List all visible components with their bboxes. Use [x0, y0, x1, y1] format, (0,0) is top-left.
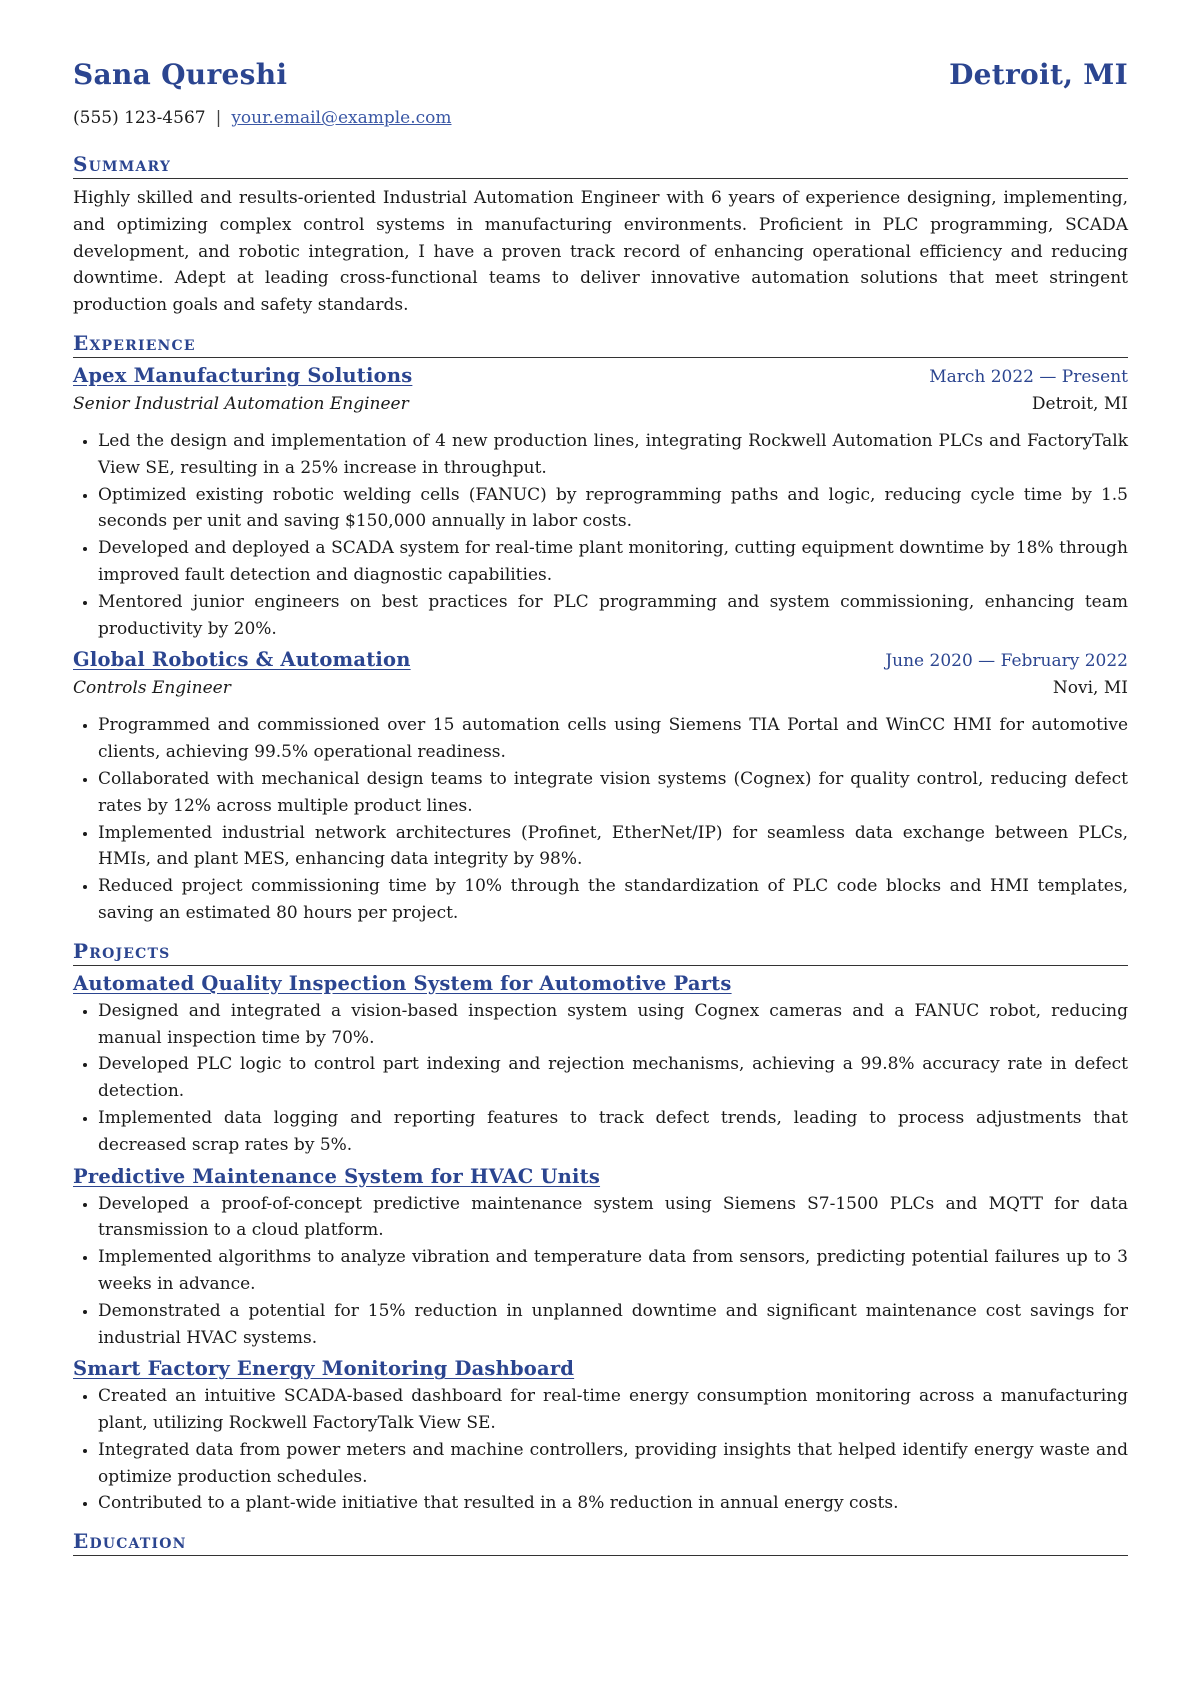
section-title-experience: Experience	[73, 331, 1128, 358]
bullet-item: • Designed and integrated a vision-based inspection system using Cognex cameras and a FANUC robot, reducing manual inspection time by 70%.	[98, 998, 1128, 1052]
bullet-item: • Optimized existing robotic welding cells (FANUC) by reprogramming paths and logic, reducing cycle time by 1.5 seconds per unit and saving $150,000 annually in labor costs.	[98, 482, 1128, 536]
bullet-item: • Implemented data logging and reporting features to track defect trends, leading to process adjustments that decreased scrap rates by 5%.	[98, 1105, 1128, 1159]
bullet-item: • Programmed and commissioned over 15 automation cells using Siemens TIA Portal and WinCC HMI for automotive clients, achieving 99.5% operational readiness.	[98, 712, 1128, 766]
section-title-projects: Projects	[73, 939, 1128, 966]
project-entry	[73, 1357, 1128, 1517]
project-title[interactable]: Smart Factory Energy Monitoring Dashboard	[73, 1357, 575, 1381]
project-bullets	[73, 1191, 1128, 1352]
bullet-item: • Contributed to a plant-wide initiative that resulted in a 8% reduction in annual energy costs.	[98, 1490, 1128, 1517]
section-title-summary: Summary	[73, 152, 1128, 179]
project-bullets	[73, 1383, 1128, 1517]
contact-separator: |	[215, 108, 222, 128]
bullet-item: • Created an intuitive SCADA-based dashboard for real-time energy consumption monitoring across a manufacturing plant, utilizing Rockwell FactoryTalk View SE.	[98, 1383, 1128, 1437]
project-bullets	[73, 998, 1128, 1159]
project-entry	[73, 972, 1128, 1159]
bullet-item: • Mentored junior engineers on best practices for PLC programming and system commissioning, enhancing team productivity by 20%.	[98, 589, 1128, 643]
project-title[interactable]: Predictive Maintenance System for HVAC Units	[73, 1164, 601, 1188]
job-title: Controls Engineer	[73, 678, 231, 699]
bullet-item: • Integrated data from power meters and machine controllers, providing insights that helped identify energy waste and optimize production schedules.	[98, 1437, 1128, 1491]
summary-text: Highly skilled and results-oriented Industrial Automation Engineer with 6 years of experience designing, implementing, and optimizing complex control systems in manufacturing environments. Proficient in PLC programming, SCADA development, and robotic integration, I have a proven track record of enhancing operational efficiency and reducing downtime. Adept at leading cross-functional teams to deliver innovative automation solutions that meet stringent production goals and safety standards.	[73, 188, 1128, 316]
resume-header	[73, 58, 1128, 102]
summary-section	[73, 152, 1128, 319]
phone-number: (555) 123-4567	[73, 108, 206, 128]
projects-section	[73, 939, 1128, 1518]
job-company[interactable]: Global Robotics & Automation	[73, 648, 411, 672]
email-link[interactable]: your.email@example.com	[231, 108, 452, 128]
job-bullets	[73, 712, 1128, 926]
bullet-item: • Collaborated with mechanical design teams to integrate vision systems (Cognex) for quality control, reducing defect rates by 12% across multiple product lines.	[98, 766, 1128, 820]
bullet-item: • Developed PLC logic to control part indexing and rejection mechanisms, achieving a 99.8% accuracy rate in defect detection.	[98, 1051, 1128, 1105]
candidate-location: Detroit, MI	[949, 58, 1128, 91]
project-title[interactable]: Automated Quality Inspection System for Automotive Parts	[73, 971, 732, 995]
job-location: Detroit, MI	[1031, 393, 1128, 414]
job-dates: June 2020 — February 2022	[885, 651, 1128, 672]
bullet-item: • Led the design and implementation of 4 new production lines, integrating Rockwell Automation PLCs and FactoryTalk View SE, resulting in a 25% increase in throughput.	[98, 428, 1128, 482]
bullet-item: • Demonstrated a potential for 15% reduction in unplanned downtime and significant maintenance cost savings for industrial HVAC systems.	[98, 1298, 1128, 1352]
job-location: Novi, MI	[1052, 678, 1128, 699]
project-entry	[73, 1165, 1128, 1352]
education-section	[73, 1529, 1128, 1556]
job-company[interactable]: Apex Manufacturing Solutions	[73, 363, 413, 387]
candidate-name: Sana Qureshi	[73, 58, 288, 91]
resume-page	[73, 58, 1128, 1556]
job-entry	[73, 648, 1128, 926]
bullet-item: • Implemented industrial network architectures (Profinet, EtherNet/IP) for seamless data exchange between PLCs, HMIs, and plant MES, enhancing data integrity by 98%.	[98, 820, 1128, 874]
experience-section	[73, 331, 1128, 927]
bullet-item: • Reduced project commissioning time by 10% through the standardization of PLC code blocks and HMI templates, saving an estimated 80 hours per project.	[98, 873, 1128, 927]
job-entry	[73, 364, 1128, 642]
bullet-item: • Implemented algorithms to analyze vibration and temperature data from sensors, predicting potential failures up to 3 weeks in advance.	[98, 1244, 1128, 1298]
contact-line	[73, 108, 1128, 136]
bullet-item: • Developed and deployed a SCADA system for real-time plant monitoring, cutting equipment downtime by 18% through improved fault detection and diagnostic capabilities.	[98, 535, 1128, 589]
job-dates: March 2022 — Present	[929, 366, 1128, 387]
job-title: Senior Industrial Automation Engineer	[73, 393, 409, 414]
section-title-education: Education	[73, 1529, 1128, 1556]
bullet-item: • Developed a proof-of-concept predictive maintenance system using Siemens S7-1500 PLCs and MQTT for data transmission to a cloud platform.	[98, 1191, 1128, 1245]
job-bullets	[73, 428, 1128, 642]
